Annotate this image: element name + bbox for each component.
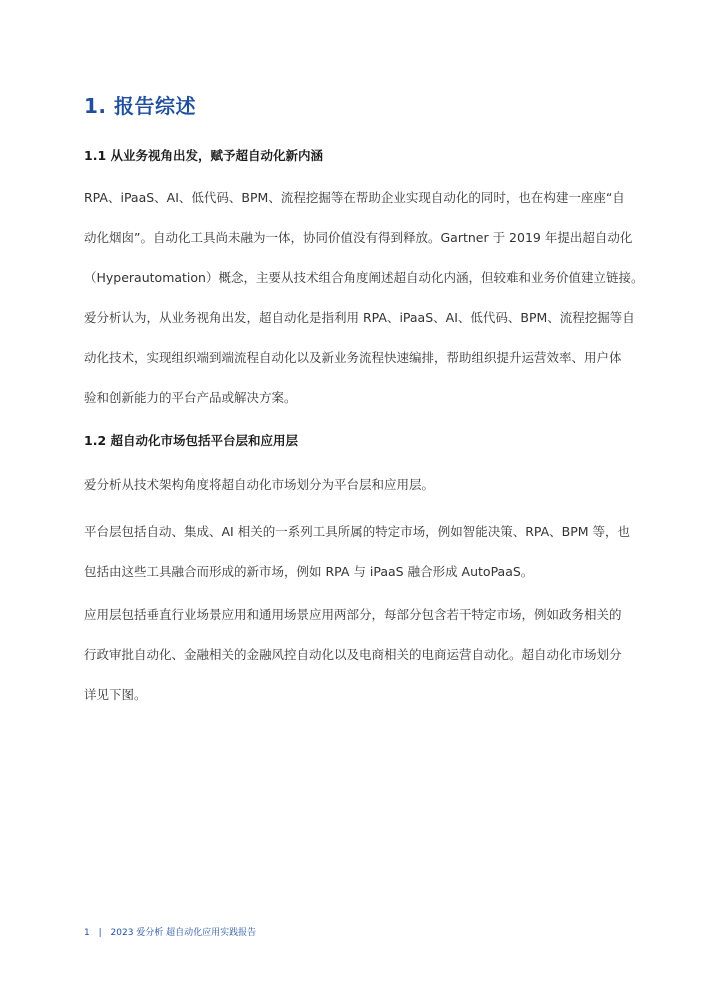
paragraph-line: 动化烟囱”。自动化工具尚未融为一体，协同价值没有得到释放。Gartner 于 2019 年提出超自动化	[84, 230, 633, 245]
paragraph-line: 行政审批自动化、金融相关的金融风控自动化以及电商相关的电商运营自动化。超自动化市场划分	[84, 647, 622, 662]
subsection-2-paragraph-1	[84, 465, 629, 505]
paragraph-line: 平台层包括自动、集成、AI 相关的一系列工具所属的特定市场，例如智能决策、RPA、BPM 等，也	[84, 524, 631, 539]
subsection-2-title: 1.2 超自动化市场包括平台层和应用层	[84, 433, 298, 448]
paragraph-line: RPA、iPaaS、AI、低代码、BPM、流程挖掘等在帮助企业实现自动化的同时，也在构建一座座“自	[84, 190, 625, 205]
paragraph-line: 应用层包括垂直行业场景应用和通用场景应用两部分，每部分包含若干特定市场，例如政务相关的	[84, 607, 622, 622]
page-footer	[84, 925, 262, 938]
footer-text: 2023 爱分析 超自动化应用实践报告	[110, 928, 257, 938]
subsection-2-paragraph-2	[84, 512, 629, 592]
page-number: 1	[84, 928, 90, 938]
subsection-1-title: 1.1 从业务视角出发，赋予超自动化新内涵	[84, 148, 323, 163]
paragraph-line: 动化技术，实现组织端到端流程自动化以及新业务流程快速编排，帮助组织提升运营效率、用户体	[84, 350, 622, 365]
paragraph-line: 爱分析从技术架构角度将超自动化市场划分为平台层和应用层。	[84, 477, 435, 492]
subsection-1-paragraph-2	[84, 298, 635, 418]
footer-separator: |	[98, 928, 102, 938]
paragraph-line: （Hyperautomation）概念，主要从技术组合角度阐述超自动化内涵，但较难和业务价值建立链接。	[84, 270, 644, 285]
subsection-2-paragraph-3	[84, 595, 629, 715]
section-title: 1. 报告综述	[84, 94, 196, 118]
paragraph-line: 验和创新能力的平台产品或解决方案。	[84, 390, 297, 405]
paragraph-line: 包括由这些工具融合而形成的新市场，例如 RPA 与 iPaaS 融合形成 AutoPaaS。	[84, 564, 534, 579]
subsection-1-paragraph-1	[84, 178, 644, 298]
paragraph-line: 详见下图。	[84, 687, 147, 702]
paragraph-line: 爱分析认为，从业务视角出发，超自动化是指利用 RPA、iPaaS、AI、低代码、BPM、流程挖掘等自	[84, 310, 635, 325]
